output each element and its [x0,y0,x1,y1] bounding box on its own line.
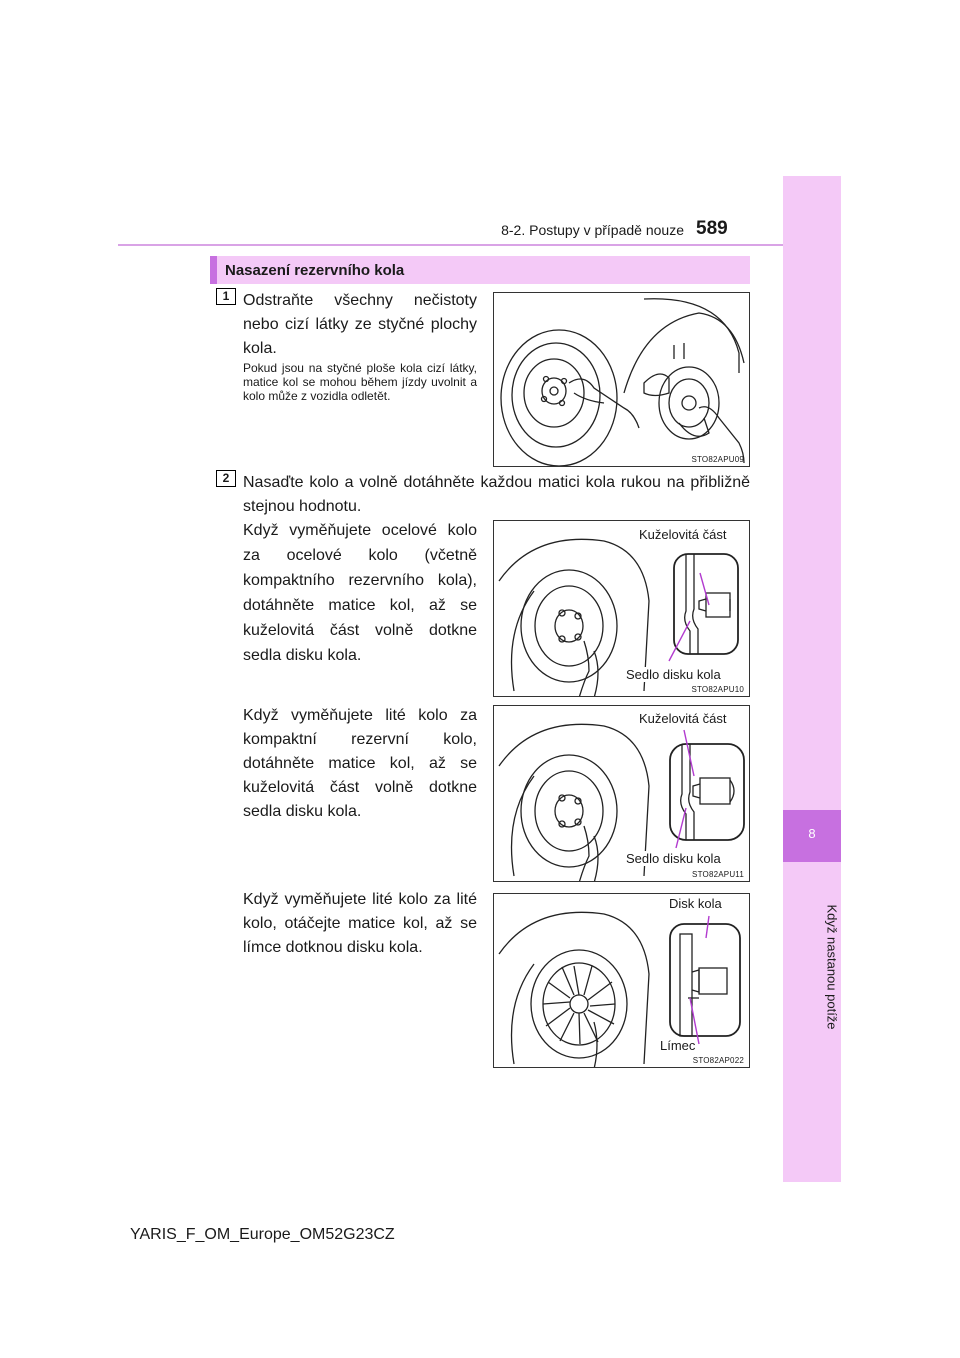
step-1-note: Pokud jsou na styčné ploše kola cizí látky, matice kol se mohou během jízdy uvolnit a kolo může z vozidla odletět. [243,361,477,403]
case-alloy-to-alloy-text: Když vyměňujete lité kolo za lité kolo, otáčejte matice kol, až se límce dotknou disku kola. [243,891,477,956]
wheel-cleaning-illustration [494,293,750,467]
figure-code: STO82APU09 [691,455,744,464]
chapter-side-tab [783,176,841,1182]
figure-alloy-to-compact [493,705,750,882]
figure-wheel-cleaning [493,292,750,467]
label-conical-part: Kuželovitá část [639,711,727,726]
figure-code: STO82APU11 [692,870,744,879]
label-wheel-seat: Sedlo disku kola [626,667,721,682]
header-divider [118,244,783,246]
label-collar: Límec [660,1038,696,1053]
document-id: YARIS_F_OM_Europe_OM52G23CZ [130,1226,395,1243]
section-title: Nasazení rezervního kola [225,262,405,279]
figure-code: STO82APU10 [691,685,744,694]
section-path: 8-2. Postupy v případě nouze [501,222,684,238]
page-number: 589 [696,218,728,239]
figure-alloy-to-alloy [493,893,750,1068]
step-1-text: Odstraňte všechny nečistoty nebo cizí látky ze styčné plochy kola. [243,292,477,357]
case-steel-wheel-text: Když vyměňujete ocelové kolo za ocelové kolo (včetně kompaktního rezervního kola), dotáhněte matice kol, až se kuželovitá část volně dotkne sedla disku kola. [243,522,477,664]
figure-steel-wheel [493,520,750,697]
chapter-title: Když nastanou potíže [824,904,840,1030]
label-wheel-seat: Sedlo disku kola [626,851,721,866]
step-number-badge: 2 [216,470,236,487]
alloy-wheel-nut-illustration [494,894,750,1068]
figure-code: STO82AP022 [692,1056,744,1065]
chapter-number: 8 [808,826,816,841]
step-number-badge: 1 [216,288,236,305]
label-conical-part: Kuželovitá část [639,527,727,542]
case-alloy-to-compact-text: Když vyměňujete lité kolo za kompaktní rezervní kolo, dotáhněte matice kol, až se kuželovitá část volně dotkne sedla disku kola. [243,707,477,820]
label-wheel-disc: Disk kola [669,896,722,911]
step-2-text: Nasaďte kolo a volně dotáhněte každou matici kola rukou na přibližně stejnou hodnotu. [243,474,750,515]
